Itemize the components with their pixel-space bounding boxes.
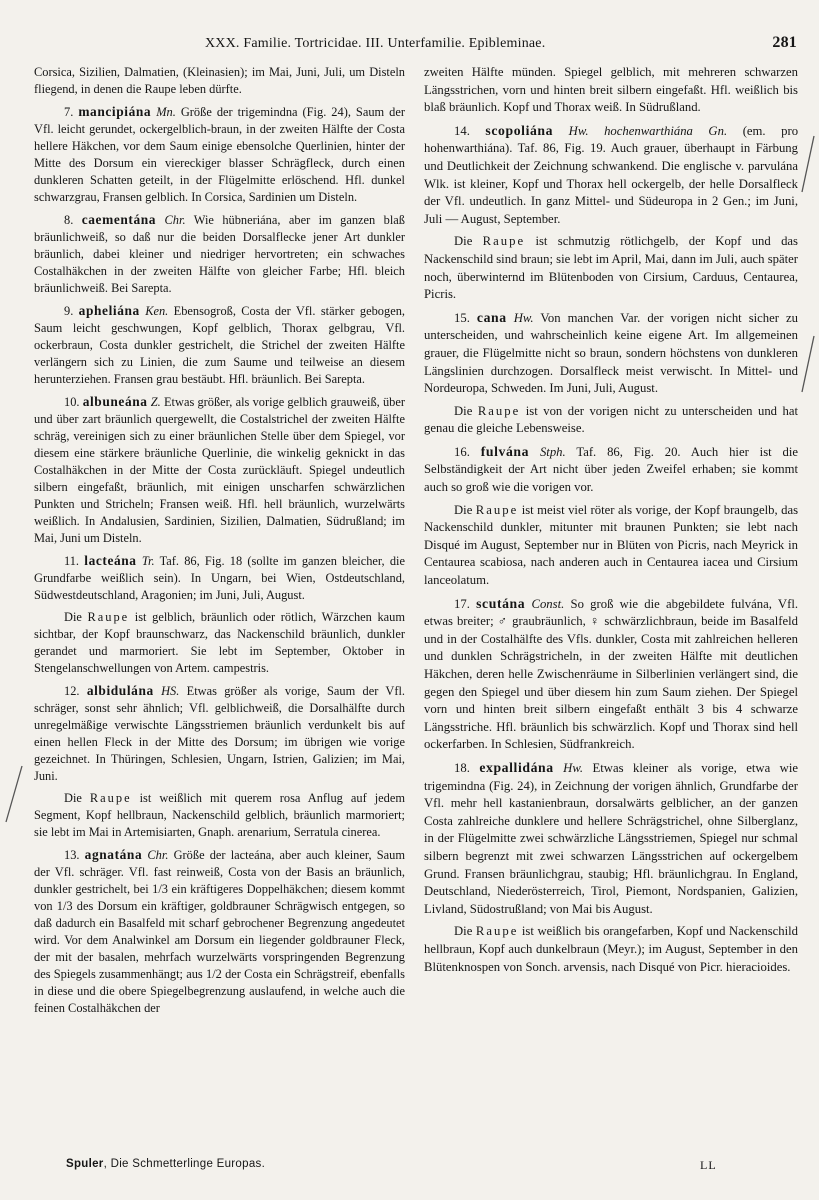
margin-pencil-mark xyxy=(796,330,818,400)
species-name: cana xyxy=(476,309,507,325)
species-description: Etwas größer als vorige, Saum der Vfl. schräger, sonst sehr ähnlich; Vfl. gelblichweiß, die Dorsalhälfte durch unregelmäßige verwischte Längsstriemen bräunlich verdunkelt bis auf einen hellen Fleck in der Mitte des Dorsum; im übrigen wie vorige gezeichnet. In Thüringen, Schlesien, Ungarn, Istrien, Galizien; im Mai, Juni. xyxy=(34,684,405,783)
caterpillar-paragraph xyxy=(424,923,798,976)
margin-pencil-mark xyxy=(796,130,818,200)
species-entry-13 xyxy=(34,846,405,1017)
caterpillar-description: ist von der vorigen nicht zu unterscheiden und hat genau die gleiche Lebensweise. xyxy=(424,403,798,436)
raupe-word: Raupe xyxy=(477,403,521,418)
species-description: Ebensogroß, Costa der Vfl. stärker gebogen, Saum leicht geschwungen, Kopf gelblich, Thorax gelbgrau, Vfl. ockerbraun, Costa dunkler gestrichelt, die Strichel der zweiten Hälfte verlängern sich zu Linien, die zum Saume und teilweise an diesem herunterziehen. Fransen grau bestäubt. Hfl. bräunlich. Bei Sarepta. xyxy=(34,304,405,386)
raupe-word: Raupe xyxy=(475,502,519,517)
species-author: Const. xyxy=(531,596,565,611)
lead-word: Die xyxy=(454,502,473,517)
caterpillar-paragraph xyxy=(34,609,405,677)
species-description: Größe der lacteána, aber auch kleiner, Saum der Vfl. schräger. Vfl. fast reinweiß, Costa von der Basis an bräunlich, dunkler gestrichelt, bei 1/3 ein kräftigeres Doppelhäkchen; diesem kommt von 1/3 des Dorsum ein kräftiger, goldbrauner Schrägwisch entgegen, so daß dadurch ein Basalfeld mit scharf gebrochener Begrenzung angedeutet wird. Vor dem Analwinkel am Dorsum ein liegender goldbrauner Fleck, der mit der basalen, mehrfach wurzelwärts vorspringenden Begrenzung des Spiegels zusammenhängt; aus 1/2 der Costa ein Schrägstreif, ebenfalls in diese und die obere Spiegelbegrenzung auslaufend, in welche auch die feinen Costalhäkchen der xyxy=(34,848,405,1015)
species-description: Wie hübneriána, aber im ganzen blaß bräunlichweiß, so daß nur die beiden Dorsalflecke jener Art dunkler bräunlich, dabei kleiner und niedriger hervortreten; ein schwaches Costalhäkchen in der zweiten Hälfte von gleicher Farbe; Hfl. bleich bräunlichweiß. Bei Sarepta. xyxy=(34,213,405,295)
species-description: Etwas kleiner als vorige, etwa wie trigemindna (Fig. 24), in Zeichnung der vorigen ähnlich, Grundfarbe der Vfl. mehr hell kastanienbraun, dorsalwärts gelblicher, an der ganzen Costa zahlreiche dunklere und hellere Schrägstrichel, ohne Silberglanz, in der Flügelmitte zwei schwärzliche Längsstriemen, Spiegel nur schmal silbern begrenzt mit zwei schwarzen Längsstrichen auf ockergelbem Grund. Fransen bräunlichgrau, staubig; Hfl. bräunlichgrau. In England, Deutschland, Niederösterreich, Tirol, Piemont, Nordspanien, Galizien, Livland, Südostrußland; von Mai bis August. xyxy=(424,760,798,916)
species-author: Chr. xyxy=(147,848,169,862)
species-entry-10 xyxy=(34,393,405,547)
caterpillar-description: ist weißlich bis orangefarben, Kopf und Nackenschild hellbraun, Kopf auch dunkelbraun (Meyr.); im August, September in den Blütenknospen von Sonch. arvensis, nach Disqué von Picr. hieracioides. xyxy=(424,924,798,974)
raupe-word: Raupe xyxy=(87,610,130,624)
species-name: scopoliána xyxy=(485,122,554,138)
species-author: Ken. xyxy=(145,304,169,318)
species-entry-12 xyxy=(34,682,405,785)
lead-word: Die xyxy=(64,791,82,805)
running-header xyxy=(0,34,819,56)
species-description: Von manchen Var. der vorigen nicht sicher zu unterscheiden, und wahrscheinlich keine eigene Art. Im allgemeinen grauer, die Flügelmitte nicht so braun, sondern höchstens von dunkleren Längslinien durchzogen. Dorsalfleck meist verwischt. In Mittel- und Nordeuropa, Schweden. Im Juni, Juli, August. xyxy=(424,310,798,396)
species-name: lacteána xyxy=(84,553,137,568)
species-description: Taf. 86, Fig. 20. Auch hier ist die Selbständigkeit der Art nicht über jeden Zweifel erhaben; sie kommt auch so groß wie die vorigen vor. xyxy=(424,444,798,495)
raupe-word: Raupe xyxy=(475,924,519,939)
species-entry-9 xyxy=(34,302,405,388)
species-name: agnatána xyxy=(84,847,143,862)
page-number: 281 xyxy=(772,34,797,51)
margin-pencil-mark xyxy=(0,760,30,830)
entry-number: 8. xyxy=(64,213,74,227)
species-author: Stph. xyxy=(539,444,566,459)
paragraph: Corsica, Sizilien, Dalmatien, (Kleinasien); im Mai, Juni, Juli, um Disteln fliegend, in denen die Raupe leben dürfte. xyxy=(34,65,405,96)
species-description: (em. pro hohenwarthiána). Taf. 86, Fig. 19. Auch grauer, überhaupt in Färbung und Deutlichkeit der Zeichnung schwankend. Die englische v. parvulána Wlk. ist kleiner, Kopf und Thorax hell ockergelb, der helle Dorsalfleck der Vfl. undeutlich. In ganz Mittel- und Südeuropa in 2 Gen.; im Juni, Juli — August, September. xyxy=(424,123,798,226)
entry-number: 18. xyxy=(454,760,470,775)
caterpillar-description: ist meist viel röter als vorige, der Kopf braungelb, das Nackenschild dunkler, mitunter mit braunen Punkten; sie lebt nach Disqué im August, September nur in Blüten von Picris, nach Meyrick in Centaurea scabiosa, nach anderen auch in Centaurea iacea und Cirsium lanceolatum. xyxy=(424,502,798,588)
raupe-word: Raupe xyxy=(482,234,526,249)
footer-citation xyxy=(66,1158,265,1170)
species-name: albidulána xyxy=(86,683,154,698)
species-author: Hw. xyxy=(513,310,534,325)
species-author: Hw. xyxy=(563,760,584,775)
raupe-word: Raupe xyxy=(89,791,132,805)
entry-number: 9. xyxy=(64,304,74,318)
left-column xyxy=(34,64,405,1149)
right-column xyxy=(424,64,798,1149)
entry-number: 17. xyxy=(454,596,470,611)
species-description: Größe der trigemindna (Fig. 24), Saum der Vfl. leicht gerundet, ockergelblich-braun, in der zweiten Hälfte der Costa hellere Häkchen, vor dem Saum einige ebensolche Querlinien, hinter der Mitte des Dorsum ein viereckiger blasser Schrägfleck, durch einen dunkleren Schatten geteilt, in der Flügelmitte erlöschend. Hfl. dunkel schwarzgrau, Fransen gelblich. In Corsica, Sardinien um Disteln. xyxy=(34,105,405,204)
species-author: Z. xyxy=(150,395,161,409)
species-entry-16 xyxy=(424,443,798,497)
caterpillar-paragraph xyxy=(424,502,798,590)
species-entry-17 xyxy=(424,595,798,754)
species-entry-8 xyxy=(34,211,405,297)
entry-number: 16. xyxy=(454,444,470,459)
footer-title: , Die Schmetterlinge Europas. xyxy=(103,1158,266,1170)
entry-number: 13. xyxy=(64,848,80,862)
species-name: mancipiána xyxy=(78,104,152,119)
footer-author: Spuler xyxy=(66,1158,104,1170)
caterpillar-paragraph xyxy=(424,403,798,438)
species-name: expallidána xyxy=(479,759,554,775)
species-description: Etwas größer, als vorige gelblich grauweiß, über und über zart bräunlich quergewellt, die Costalstrichel der zweiten Hälfte schräg, vereinigen sich zu einer bräunlichen Stelle über dem Spiegel, vor diesem eine stärkere bräunliche Querlinie, die winkelig geknickt in das Costalhäkchen in der Mitte der Costa zurückläuft. Spiegel undeutlich silbern eingefaßt, bräunlich, mit einigen unscharfen schwärzlichen Punkten und Stricheln; Fransen weiß. Hfl. hell bräunlich, wurzelwärts weißlich. In Andalusien, Sardinien, Sizilien, Dalmatien, Südrußland; im Mai, Juni um Disteln. xyxy=(34,395,405,545)
species-entry-15 xyxy=(424,309,798,398)
running-title: XXX. Familie. Tortricidae. III. Unterfamilie. Epibleminae. xyxy=(205,36,546,51)
species-description: So groß wie die abgebildete fulvána, Vfl. etwas breiter; ♂ graubräunlich, ♀ schwärzlichbraun, beide im Basalfeld und in der Costalhälfte des Vfls. dunkler, Costa mit zahlreichen helleren und dunklen Schrägstricheln, in der zweiten Hälfte mit deutlichen Häkchen, deren helle Zwischenräume in Silberlinien verlängert sind, die gegen den Spiegel und über diesem hin zum Saum ziehen. Der Spiegel vorn und hinten breit silbern eingefaßt enthält 3 bis 4 schwarze Längsstriche. Hfl. bräunlich bis schwärzlich. Kopf und Thorax sind hell ockerfarben. In Schlesien, Südfrankreich. xyxy=(424,596,798,752)
species-entry-7 xyxy=(34,103,405,206)
caterpillar-paragraph xyxy=(34,790,405,841)
printer-signature: LL xyxy=(700,1158,717,1172)
species-author: Mn. xyxy=(156,105,176,119)
caterpillar-description: ist schmutzig rötlichgelb, der Kopf und das Nackenschild sind braun; sie lebt im April, Mai, dann im Juli, auch später noch, überwinternd im Blütenboden von Cirsium, Carduus, Centaurea, Picris. xyxy=(424,234,798,302)
species-name: caementána xyxy=(81,212,157,227)
species-name: fulvána xyxy=(480,443,530,459)
species-author: Tr. xyxy=(141,554,155,568)
species-entry-18 xyxy=(424,759,798,918)
caterpillar-paragraph xyxy=(424,233,798,303)
species-author: Hw. hochenwarthiána Gn. xyxy=(568,123,728,138)
species-name: albuneána xyxy=(82,394,148,409)
species-author: Chr. xyxy=(164,213,186,227)
entry-number: 11. xyxy=(64,554,80,568)
entry-number: 14. xyxy=(454,123,470,138)
species-author: HS. xyxy=(161,684,180,698)
entry-number: 10. xyxy=(64,395,80,409)
species-name: scutána xyxy=(476,595,526,611)
species-entry-14 xyxy=(424,122,798,229)
caterpillar-description: ist weißlich mit querem rosa Anflug auf jedem Segment, Kopf hellbraun, Nackenschild gelblich, bräunlich marmoriert; sie lebt im Mai in Artemisiarten, Gnaph. arenarium, Serratula cinerea. xyxy=(34,791,405,839)
species-entry-11 xyxy=(34,552,405,604)
entry-number: 15. xyxy=(454,310,470,325)
lead-word: Die xyxy=(454,924,473,939)
entry-number: 12. xyxy=(64,684,80,698)
species-description: Taf. 86, Fig. 18 (sollte im ganzen bleicher, die Grundfarbe weißlich sein). In Ungarn, bei Wien, Ostdeutschland, Südwestdeutschland, Aragonien; im Juni, Juli, August. xyxy=(34,554,405,602)
paragraph: zweiten Hälfte münden. Spiegel gelblich, mit mehreren schwarzen Längsstrichen, vorn und hinten breit silbern eingefaßt. Hfl. weißlich bis blaß bräunlich. Kopf und Thorax weiß. In Südrußland. xyxy=(424,65,798,115)
caterpillar-description: ist gelblich, bräunlich oder rötlich, Wärzchen kaum sichtbar, der Kopf braunschwarz, das Nackenschild bräunlich, dunkler gerandet und marmoriert. Sie lebt im September, Oktober in Stengelanschwellungen von Artem. campestris. xyxy=(34,610,405,675)
lead-word: Die xyxy=(454,403,473,418)
lead-word: Die xyxy=(64,610,82,624)
lead-word: Die xyxy=(454,234,473,249)
species-name: apheliána xyxy=(78,303,140,318)
entry-number: 7. xyxy=(64,105,74,119)
